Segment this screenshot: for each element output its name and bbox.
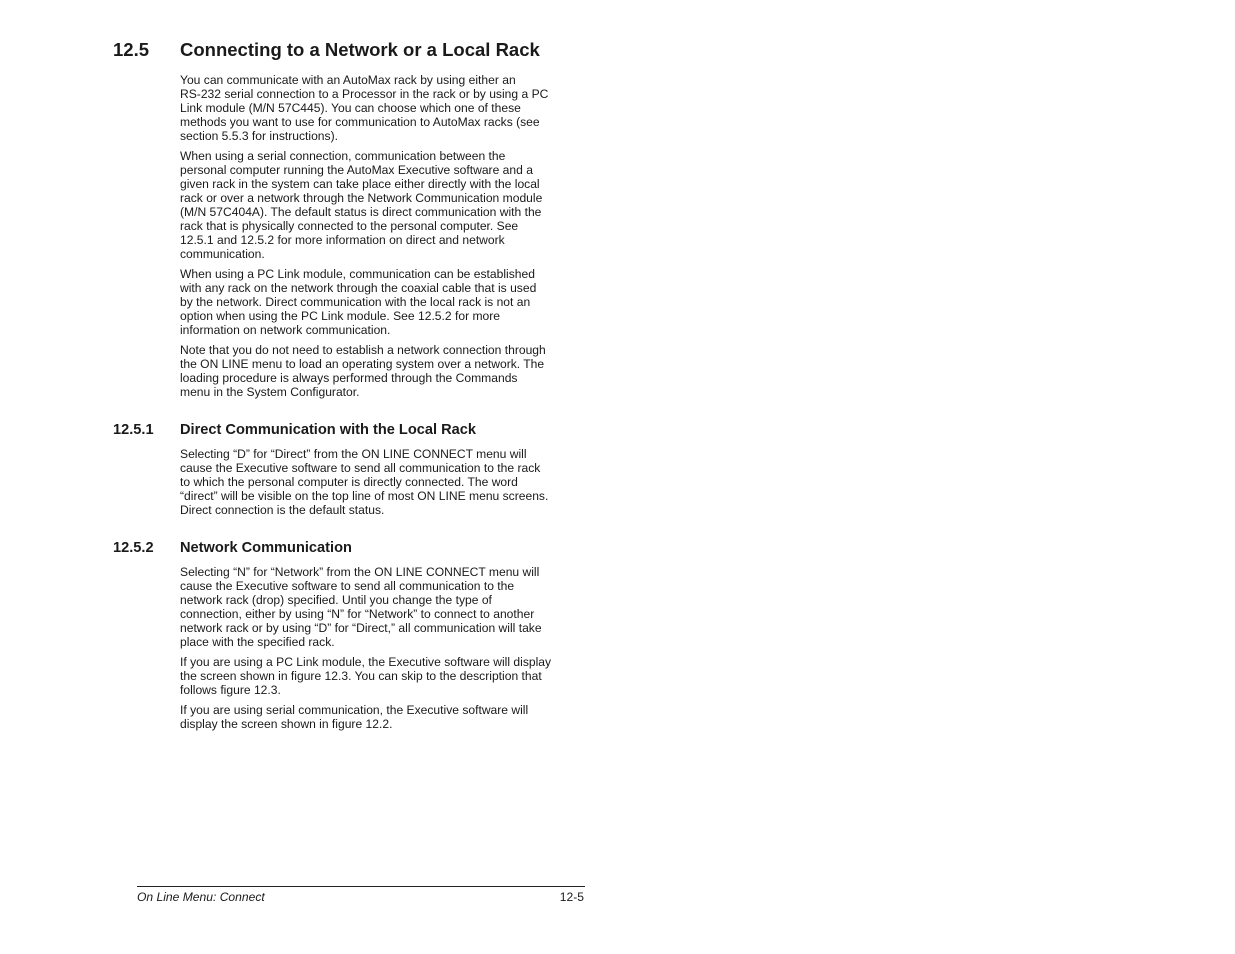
text-line: rack that is physically connected to the personal computer. See bbox=[180, 219, 519, 233]
text-line: the screen shown in figure 12.3. You can skip to the description that bbox=[180, 669, 542, 683]
subsection1-paragraph-1 bbox=[180, 447, 570, 517]
text-line: cause the Executive software to send all communication to the bbox=[180, 579, 515, 593]
section-paragraph-2 bbox=[180, 149, 570, 261]
text-line: personal computer running the AutoMax Executive software and a bbox=[180, 163, 533, 177]
footer-page-number: 12-5 bbox=[559, 890, 584, 904]
text-line: You can communicate with an AutoMax rack by using either an bbox=[180, 73, 516, 87]
text-line: (M/N 57C404A). The default status is direct communication with the bbox=[180, 205, 542, 219]
subsection-number: 12.5.2 bbox=[113, 540, 154, 556]
text-line: rack or over a network through the Network Communication module bbox=[180, 191, 543, 205]
subsection2-paragraph-1 bbox=[180, 565, 570, 649]
subsection-heading-network bbox=[113, 538, 352, 558]
text-line: information on network communication. bbox=[180, 323, 391, 337]
text-line: 12.5.1 and 12.5.2 for more information on direct and network bbox=[180, 233, 505, 247]
text-line: methods you want to use for communication to AutoMax racks (see bbox=[180, 115, 540, 129]
text-line: option when using the PC Link module. See 12.5.2 for more bbox=[180, 309, 501, 323]
text-line: RS-232 serial connection to a Processor in the rack or by using a PC bbox=[180, 87, 549, 101]
section-paragraph-3 bbox=[180, 267, 570, 337]
text-line: given rack in the system can take place either directly with the local bbox=[180, 177, 540, 191]
section-title: Connecting to a Network or a Local Rack bbox=[180, 39, 540, 60]
text-line: Selecting “D” for “Direct” from the ON LINE CONNECT menu will bbox=[180, 447, 527, 461]
subsection-title: Network Communication bbox=[180, 540, 352, 556]
footer-chapter-title: On Line Menu: Connect bbox=[137, 890, 265, 904]
section-paragraph-4 bbox=[180, 343, 570, 399]
text-line: follows figure 12.3. bbox=[180, 683, 281, 697]
section-heading bbox=[113, 38, 540, 62]
subsection-number: 12.5.1 bbox=[113, 422, 154, 438]
text-line: the ON LINE menu to load an operating system over a network. The bbox=[180, 357, 545, 371]
text-line: Selecting “N” for “Network” from the ON LINE CONNECT menu will bbox=[180, 565, 540, 579]
text-line: When using a serial connection, communication between the bbox=[180, 149, 506, 163]
text-line: “direct” will be visible on the top line of most ON LINE menu screens. bbox=[180, 489, 549, 503]
text-line: network rack or by using “D” for “Direct,” all communication will take bbox=[180, 621, 542, 635]
subsection2-paragraph-3 bbox=[180, 703, 570, 731]
text-line: network rack (drop) specified. Until you change the type of bbox=[180, 593, 492, 607]
text-line: to which the personal computer is directly connected. The word bbox=[180, 475, 518, 489]
text-line: by the network. Direct communication with the local rack is not an bbox=[180, 295, 531, 309]
text-line: If you are using serial communication, the Executive software will bbox=[180, 703, 529, 717]
text-line: connection, either by using “N” for “Network” to connect to another bbox=[180, 607, 535, 621]
subsection2-paragraph-2 bbox=[180, 655, 570, 697]
footer-divider bbox=[137, 886, 585, 887]
text-line: display the screen shown in figure 12.2. bbox=[180, 717, 393, 731]
text-line: Note that you do not need to establish a network connection through bbox=[180, 343, 546, 357]
text-line: loading procedure is always performed through the Commands bbox=[180, 371, 518, 385]
text-line: Direct connection is the default status. bbox=[180, 503, 385, 517]
text-line: communication. bbox=[180, 247, 265, 261]
text-line: If you are using a PC Link module, the Executive software will display bbox=[180, 655, 552, 669]
section-paragraph-1 bbox=[180, 73, 570, 143]
text-line: menu in the System Configurator. bbox=[180, 385, 360, 399]
text-line: Link module (M/N 57C445). You can choose which one of these bbox=[180, 101, 521, 115]
section-number: 12.5 bbox=[113, 39, 150, 60]
subsection-heading-direct bbox=[113, 420, 476, 440]
text-line: cause the Executive software to send all communication to the rack bbox=[180, 461, 541, 475]
text-line: with any rack on the network through the coaxial cable that is used bbox=[180, 281, 537, 295]
text-line: place with the specified rack. bbox=[180, 635, 335, 649]
subsection-title: Direct Communication with the Local Rack bbox=[180, 422, 476, 438]
text-line: section 5.5.3 for instructions). bbox=[180, 129, 338, 143]
text-line: When using a PC Link module, communication can be established bbox=[180, 267, 535, 281]
